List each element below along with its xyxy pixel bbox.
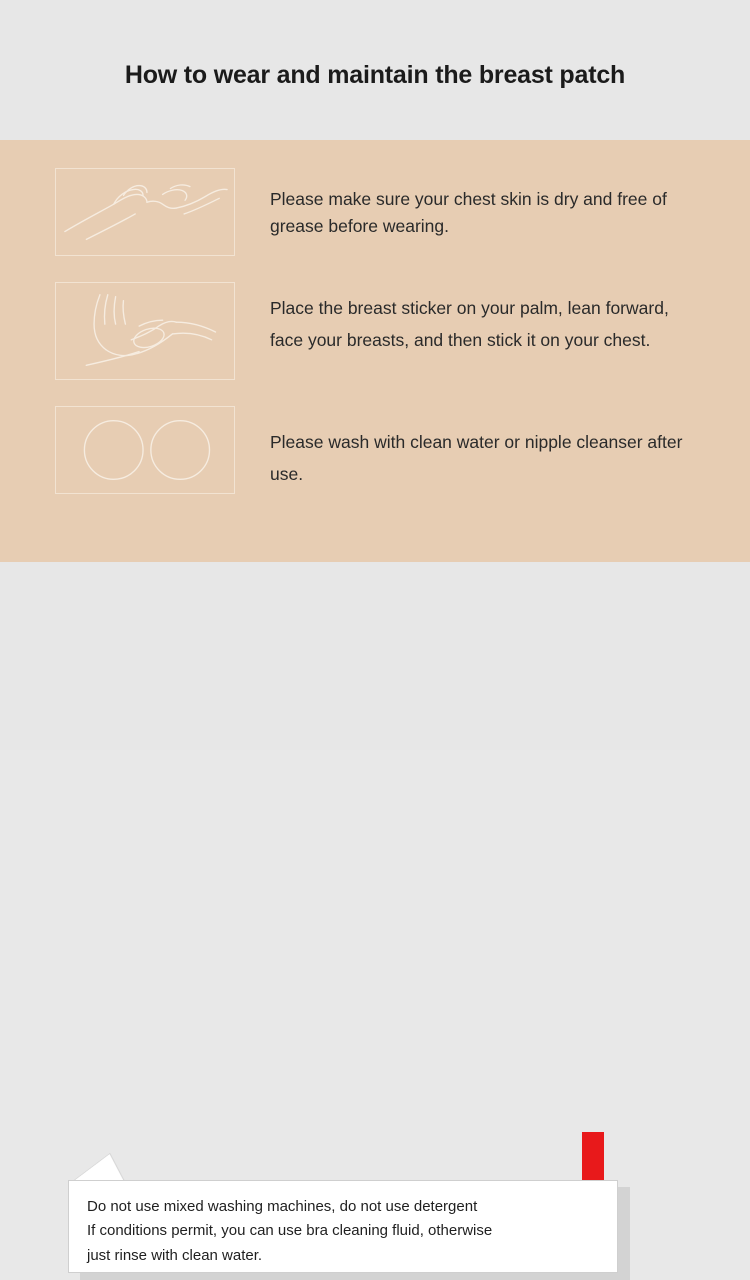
hands-applying-patch-illustration [55,168,235,256]
note-line: just rinse with clean water. [87,1246,263,1264]
steps-panel [0,140,750,562]
step-item [0,168,750,256]
page-title: How to wear and maintain the breast patch [124,60,626,89]
two-circles-patch-illustration [55,406,235,494]
note-line: If conditions permit, you can use bra cleaning fluid, otherwise [87,1222,493,1240]
step-text: Please wash with clean water or nipple cleanser after use. [270,432,683,485]
hand-holding-sticker-illustration [55,282,235,380]
warning-note [68,1180,618,1273]
step-text: Place the breast sticker on your palm, lean forward, face your breasts, and then stick it on your chest. [270,298,669,351]
note-pointer [72,1154,135,1182]
footer-note-area [0,562,750,1264]
note-line: Do not use mixed washing machines, do not use detergent [87,1198,478,1215]
step-text: Please make sure your chest skin is dry and free of grease before wearing. [270,189,667,237]
step-item [0,406,750,494]
step-item [0,282,750,380]
header [0,0,750,140]
